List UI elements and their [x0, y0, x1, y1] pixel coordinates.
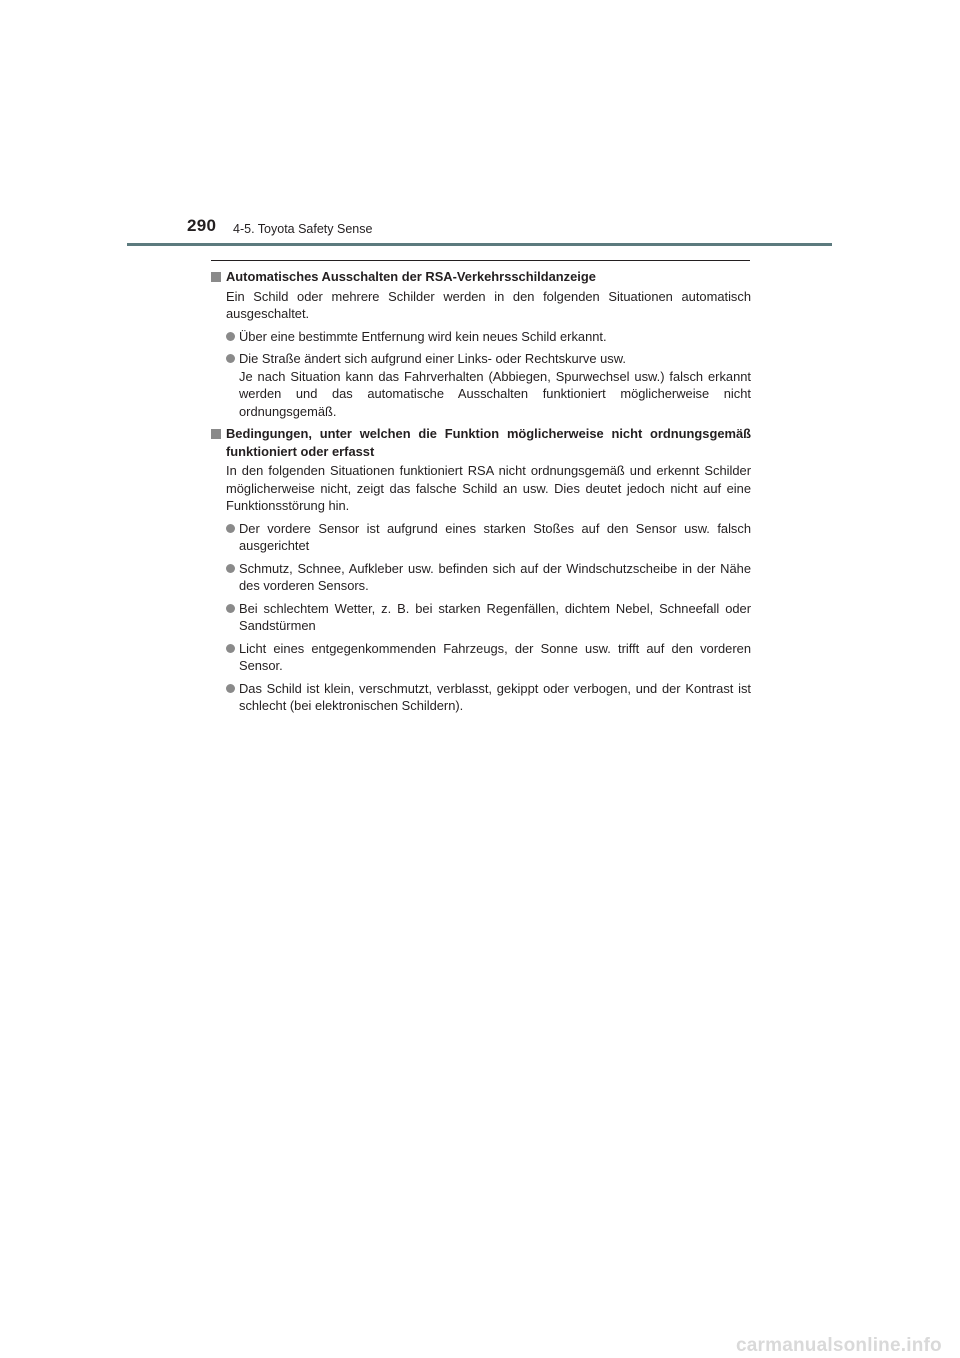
content-top-rule — [211, 260, 750, 261]
list-item — [211, 328, 751, 346]
list-item-text: Über eine bestimmte Entfernung wird kein neues Schild erkannt. — [239, 328, 607, 344]
section-heading — [211, 268, 751, 286]
list-item-text: Die Straße ändert sich aufgrund einer Links- oder Rechtskurve usw. Je nach Situation kann das Fahrverhalten (Abbiegen, Spurwechsel usw.) falsch erkannt werden und das automatische Ausschalten funktioniert möglicherweise nicht ordnungsgemäß. — [239, 351, 751, 419]
section-heading-text: Bedingungen, unter welchen die Funktion möglicherweise nicht ordnungsgemäß funktioniert oder erfasst — [226, 426, 751, 459]
section-heading-text: Automatisches Ausschalten der RSA-Verkehrsschildanzeige — [226, 269, 596, 284]
list-item — [211, 520, 751, 555]
circle-bullet-icon — [226, 604, 235, 613]
watermark: carmanualsonline.info — [736, 1335, 942, 1356]
list-item-text: Bei schlechtem Wetter, z. B. bei starken Regenfällen, dichtem Nebel, Schneefall oder Sandstürmen — [239, 600, 751, 633]
list-item — [211, 640, 751, 675]
circle-bullet-icon — [226, 564, 235, 573]
list-item-text: Das Schild ist klein, verschmutzt, verblasst, gekippt oder verbogen, und der Kontrast ist schlecht (bei elektronischen Schildern). — [239, 680, 751, 713]
list-item — [211, 680, 751, 715]
list-item — [211, 600, 751, 635]
section-intro: Ein Schild oder mehrere Schilder werden in den folgenden Situationen automatisch ausgeschaltet. — [226, 288, 751, 321]
header-rule — [127, 243, 832, 246]
content — [211, 268, 751, 720]
list-item-text: Der vordere Sensor ist aufgrund eines starken Stoßes auf den Sensor usw. falsch ausgerichtet — [239, 520, 751, 553]
page-number: 290 — [187, 216, 217, 235]
section-heading — [211, 425, 751, 460]
circle-bullet-icon — [226, 644, 235, 653]
section-auto-off — [211, 268, 751, 420]
circle-bullet-icon — [226, 354, 235, 363]
square-bullet-icon — [211, 429, 221, 439]
circle-bullet-icon — [226, 684, 235, 693]
section-intro: In den folgenden Situationen funktioniert RSA nicht ordnungsgemäß und erkennt Schilder möglicherweise nicht, zeigt das falsche Schild an usw. Dies deutet jedoch nicht auf eine Funktionsstörung hin. — [226, 463, 751, 513]
list-item — [211, 350, 751, 420]
circle-bullet-icon — [226, 524, 235, 533]
list-item — [211, 560, 751, 595]
list-item-text: Licht eines entgegenkommenden Fahrzeugs, der Sonne usw. trifft auf den vorderen Sensor. — [239, 640, 751, 673]
square-bullet-icon — [211, 272, 221, 282]
section-conditions — [211, 425, 751, 715]
section-title: 4-5. Toyota Safety Sense — [233, 222, 373, 236]
circle-bullet-icon — [226, 332, 235, 341]
list-item-text: Schmutz, Schnee, Aufkleber usw. befinden sich auf der Windschutzscheibe in der Nähe des vorderen Sensors. — [239, 560, 751, 593]
